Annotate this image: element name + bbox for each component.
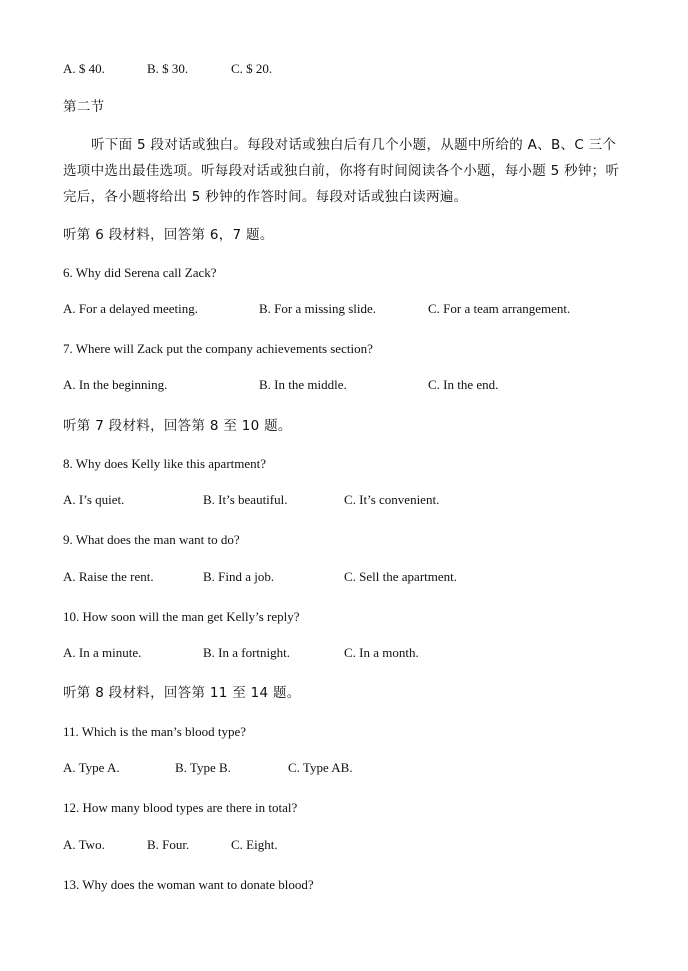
q6-option-a: A. For a delayed meeting. xyxy=(63,301,199,316)
option-c: C. $ 20. xyxy=(231,61,273,76)
section-title: 第二节 xyxy=(63,99,105,115)
question-11: 11. Which is the man’s blood type? xyxy=(63,724,247,739)
q7-option-c: C. In the end. xyxy=(428,377,499,392)
q11-option-b: B. Type B. xyxy=(175,760,231,775)
instructions-line-2: 选项中选出最佳选项。听每段对话或独白前，你将有时间阅读各个小题，每小题 5 秒钟；听 xyxy=(63,163,620,179)
q10-option-c: C. In a month. xyxy=(344,645,419,660)
question-13: 13. Why does the woman want to donate blood? xyxy=(63,877,314,892)
option-b: B. $ 30. xyxy=(147,61,189,76)
q10-option-b: B. In a fortnight. xyxy=(203,645,291,660)
instructions-line-1: 听下面 5 段对话或独白。每段对话或独白后有几个小题，从题中所给的 A、B、C 三个 xyxy=(91,137,617,153)
question-6: 6. Why did Serena call Zack? xyxy=(63,265,217,280)
instructions-paragraph xyxy=(63,132,627,210)
q7-option-a: A. In the beginning. xyxy=(63,377,168,392)
question-9: 9. What does the man want to do? xyxy=(63,532,240,547)
material-8-heading: 听第 8 段材料，回答第 11 至 14 题。 xyxy=(63,685,301,701)
material-6-heading: 听第 6 段材料，回答第 6，7 题。 xyxy=(63,227,274,243)
q9-option-c: C. Sell the apartment. xyxy=(344,569,458,584)
q10-option-a: A. In a minute. xyxy=(63,645,142,660)
q8-option-a: A. I’s quiet. xyxy=(63,492,125,507)
question-7: 7. Where will Zack put the company achievements section? xyxy=(63,341,373,356)
q7-option-b: B. In the middle. xyxy=(259,377,347,392)
question-12: 12. How many blood types are there in total? xyxy=(63,800,298,815)
question-10: 10. How soon will the man get Kelly’s reply? xyxy=(63,609,300,624)
q12-option-c: C. Eight. xyxy=(231,837,278,852)
option-a: A. $ 40. xyxy=(63,61,105,76)
q12-option-a: A. Two. xyxy=(63,837,105,852)
material-7-heading: 听第 7 段材料，回答第 8 至 10 题。 xyxy=(63,418,292,434)
q12-option-b: B. Four. xyxy=(147,837,190,852)
q9-option-a: A. Raise the rent. xyxy=(63,569,154,584)
q6-option-c: C. For a team arrangement. xyxy=(428,301,571,316)
q11-option-a: A. Type A. xyxy=(63,760,120,775)
q8-option-c: C. It’s convenient. xyxy=(344,492,440,507)
question-8: 8. Why does Kelly like this apartment? xyxy=(63,456,267,471)
instructions-line-3: 完后，各小题将给出 5 秒钟的作答时间。每段对话或独白读两遍。 xyxy=(63,189,468,205)
q8-option-b: B. It’s beautiful. xyxy=(203,492,288,507)
q9-option-b: B. Find a job. xyxy=(203,569,275,584)
q11-option-c: C. Type AB. xyxy=(288,760,353,775)
q6-option-b: B. For a missing slide. xyxy=(259,301,377,316)
